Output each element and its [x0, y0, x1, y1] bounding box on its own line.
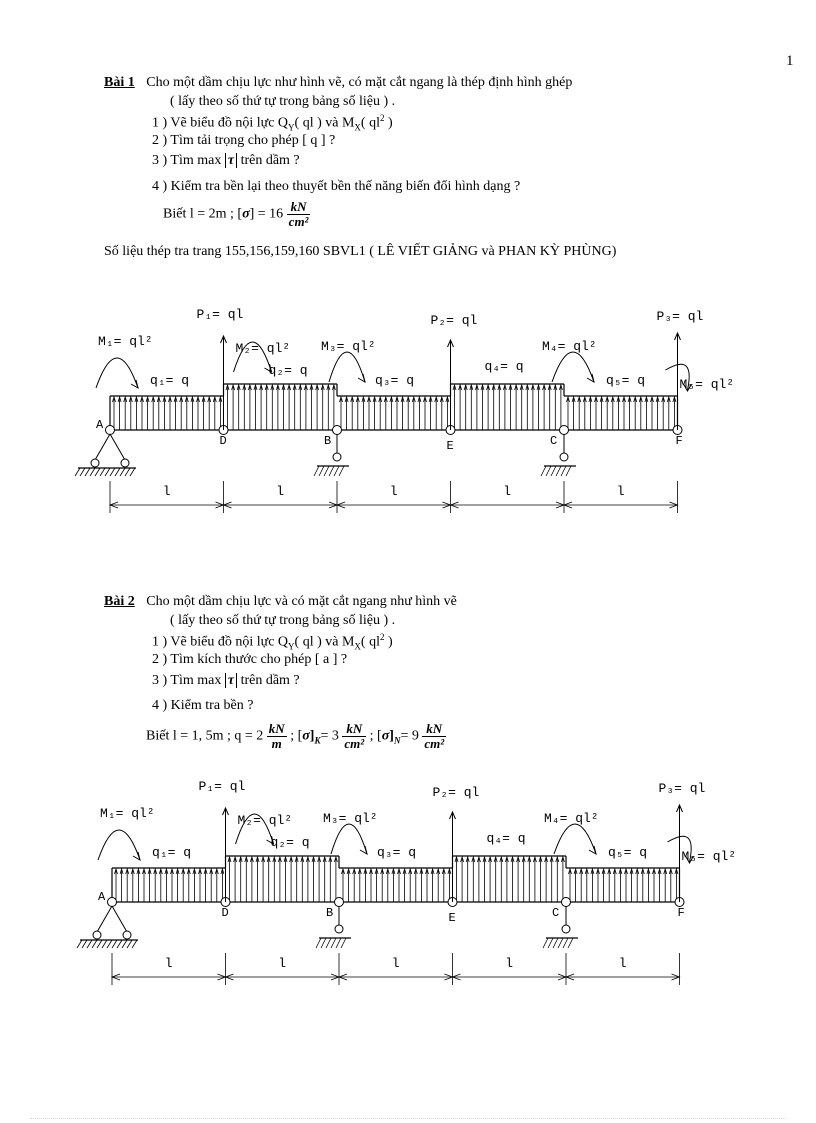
roller-support-b — [314, 434, 349, 476]
moment-m5 — [666, 364, 735, 392]
span-label: l — [616, 484, 625, 499]
point-label-e: E — [448, 911, 456, 925]
pin-support-a — [77, 906, 138, 948]
load-label-q3: q₃= q — [375, 373, 415, 388]
span-label: l — [391, 956, 400, 971]
force-p2 — [431, 313, 478, 430]
distributed-load-q3 — [337, 384, 451, 430]
moment-m1 — [98, 806, 155, 860]
force-label-p3: P₃= ql — [656, 309, 704, 324]
point-label-b: B — [326, 906, 334, 920]
distributed-load-q2 — [224, 384, 338, 430]
pin-support-a — [75, 434, 136, 476]
problem2-question4: 4 ) Kiểm tra bền ? — [152, 698, 254, 713]
load-label-q3: q₃= q — [377, 845, 417, 860]
moment-label-m1: M₁= ql² — [98, 334, 153, 349]
moment-m1 — [96, 334, 153, 388]
point-b — [333, 426, 342, 435]
point-label-f: F — [675, 434, 683, 448]
moment-m3 — [321, 339, 376, 382]
moment-label-m4: M₄= ql² — [542, 339, 597, 354]
beam-group — [75, 307, 734, 513]
moment-label-m2: M₂= ql² — [237, 813, 293, 828]
moment-label-m1: M₁= ql² — [100, 806, 155, 821]
load-label-q4: q₄= q — [486, 831, 526, 846]
problem1-question4: 4 ) Kiểm tra bền lại theo thuyết bền thế năng biến đổi hình dạng ? — [152, 179, 521, 194]
span-label: l — [276, 484, 285, 499]
problem1-heading — [104, 75, 572, 91]
force-label-p1: P₁= ql — [198, 779, 246, 794]
moment-m4 — [542, 339, 597, 382]
point-label-d: D — [219, 434, 227, 448]
moment-label-m3: M₃= ql² — [321, 339, 376, 354]
problem1-beam-diagram — [0, 300, 816, 530]
point-c — [560, 426, 569, 435]
span-label: l — [618, 956, 627, 971]
moment-m5 — [668, 836, 737, 864]
problem1-note: ( lấy theo số thứ tự trong bảng số liệu ) . — [170, 94, 396, 109]
load-label-q1: q₁= q — [152, 845, 192, 860]
moment-m3 — [323, 811, 378, 854]
problem2-question3: 3 ) Tìm max τ trên dầm ? — [152, 673, 300, 688]
load-label-q2: q₂= q — [270, 835, 310, 850]
distributed-load-q1 — [110, 396, 224, 430]
distributed-load-q2 — [226, 856, 340, 902]
problem2-heading — [104, 594, 457, 610]
problem2-note: ( lấy theo số thứ tự trong bảng số liệu ) . — [170, 613, 396, 628]
point-a — [108, 898, 117, 907]
point-label-f: F — [677, 906, 685, 920]
load-label-q5: q₅= q — [606, 373, 646, 388]
span-label: l — [278, 956, 287, 971]
point-a — [106, 426, 115, 435]
span-label: l — [505, 956, 514, 971]
problem1-statement: Cho một dầm chịu lực như hình vẽ, có mặt cắt ngang là thép định hình ghép — [146, 75, 573, 90]
load-label-q5: q₅= q — [608, 845, 648, 860]
page-number: 1 — [786, 53, 794, 69]
load-label-q1: q₁= q — [150, 373, 190, 388]
distributed-load-q1 — [112, 868, 226, 902]
problem2-question2: 2 ) Tìm kích thước cho phép [ a ] ? — [152, 652, 348, 667]
beam-group — [77, 779, 736, 985]
distributed-load-q5 — [564, 384, 678, 430]
roller-support-b — [316, 906, 351, 948]
moment-label-m5: M₅= ql² — [681, 849, 737, 864]
problem2-beam-diagram — [0, 772, 816, 1002]
load-label-q4: q₄= q — [484, 359, 524, 374]
problem2-question1: 1 ) Vẽ biểu đồ nội lực $Q_Y$( ql ) và $M_X$( $ql^2$ ) — [152, 632, 393, 652]
span-label: l — [164, 956, 173, 971]
point-b — [335, 898, 344, 907]
moment-label-m5: M₅= ql² — [679, 377, 735, 392]
roller-support-c — [541, 434, 576, 476]
problem2-title: Bài 2 — [104, 594, 135, 609]
span-label: l — [162, 484, 171, 499]
problem1-source: Số liệu thép tra trang 155,156,159,160 SBVL1 ( LÊ VIẾT GIẢNG và PHAN KỲ PHÙNG) — [104, 244, 617, 259]
page-bottom-divider — [30, 1118, 786, 1119]
moment-label-m3: M₃= ql² — [323, 811, 378, 826]
point-label-a: A — [98, 890, 106, 904]
point-label-d: D — [221, 906, 229, 920]
force-label-p2: P₂= ql — [432, 785, 480, 800]
problem1-question2: 2 ) Tìm tải trọng cho phép [ q ] ? — [152, 133, 336, 148]
point-label-c: C — [550, 434, 558, 448]
problem1-title: Bài 1 — [104, 75, 135, 90]
point-label-a: A — [96, 418, 104, 432]
force-label-p2: P₂= ql — [430, 313, 478, 328]
dimension-line — [110, 481, 678, 513]
dimension-line — [112, 953, 680, 985]
point-c — [562, 898, 571, 907]
force-p2 — [433, 785, 480, 902]
problem1-given-fraction: $\frac{kN}{\text{cm²}}$ — [288, 199, 309, 229]
distributed-load-q3 — [339, 856, 453, 902]
roller-support-c — [543, 906, 578, 948]
force-label-p1: P₁= ql — [196, 307, 244, 322]
distributed-load-q4 — [453, 856, 567, 902]
distributed-load-q5 — [566, 856, 680, 902]
span-label: l — [503, 484, 512, 499]
force-label-p3: P₃= ql — [658, 781, 706, 796]
problem2-statement: Cho một dầm chịu lực và có mặt cắt ngang như hình vẽ — [146, 594, 457, 609]
moment-label-m2: M₂= ql² — [235, 341, 291, 356]
point-label-b: B — [324, 434, 332, 448]
moment-label-m4: M₄= ql² — [544, 811, 599, 826]
problem2-given: Biết l = 1, 5m ; q = 2 $\frac{kN}{m}$ ; $[\sigma]_K= 3$ $\frac{kN}{\text{cm²}}$ ; $[\sigma]_N= 9$ $\frac{kN}{\text{cm²}}$ — [146, 721, 445, 751]
point-label-e: E — [446, 439, 454, 453]
problem1-question1: 1 ) Vẽ biểu đồ nội lực $Q_Y$( ql ) và $M_X$( $ql^2$ ) — [152, 113, 393, 133]
problem1-given: Biết l = 2m ; [σ] = 16 $\frac{kN}{\text{cm²}}$ — [163, 199, 309, 229]
span-label: l — [389, 484, 398, 499]
moment-m4 — [544, 811, 599, 854]
problem1-question3: 3 ) Tìm max τ trên dầm ? — [152, 153, 300, 168]
load-label-q2: q₂= q — [268, 363, 308, 378]
point-label-c: C — [552, 906, 560, 920]
distributed-load-q4 — [451, 384, 565, 430]
